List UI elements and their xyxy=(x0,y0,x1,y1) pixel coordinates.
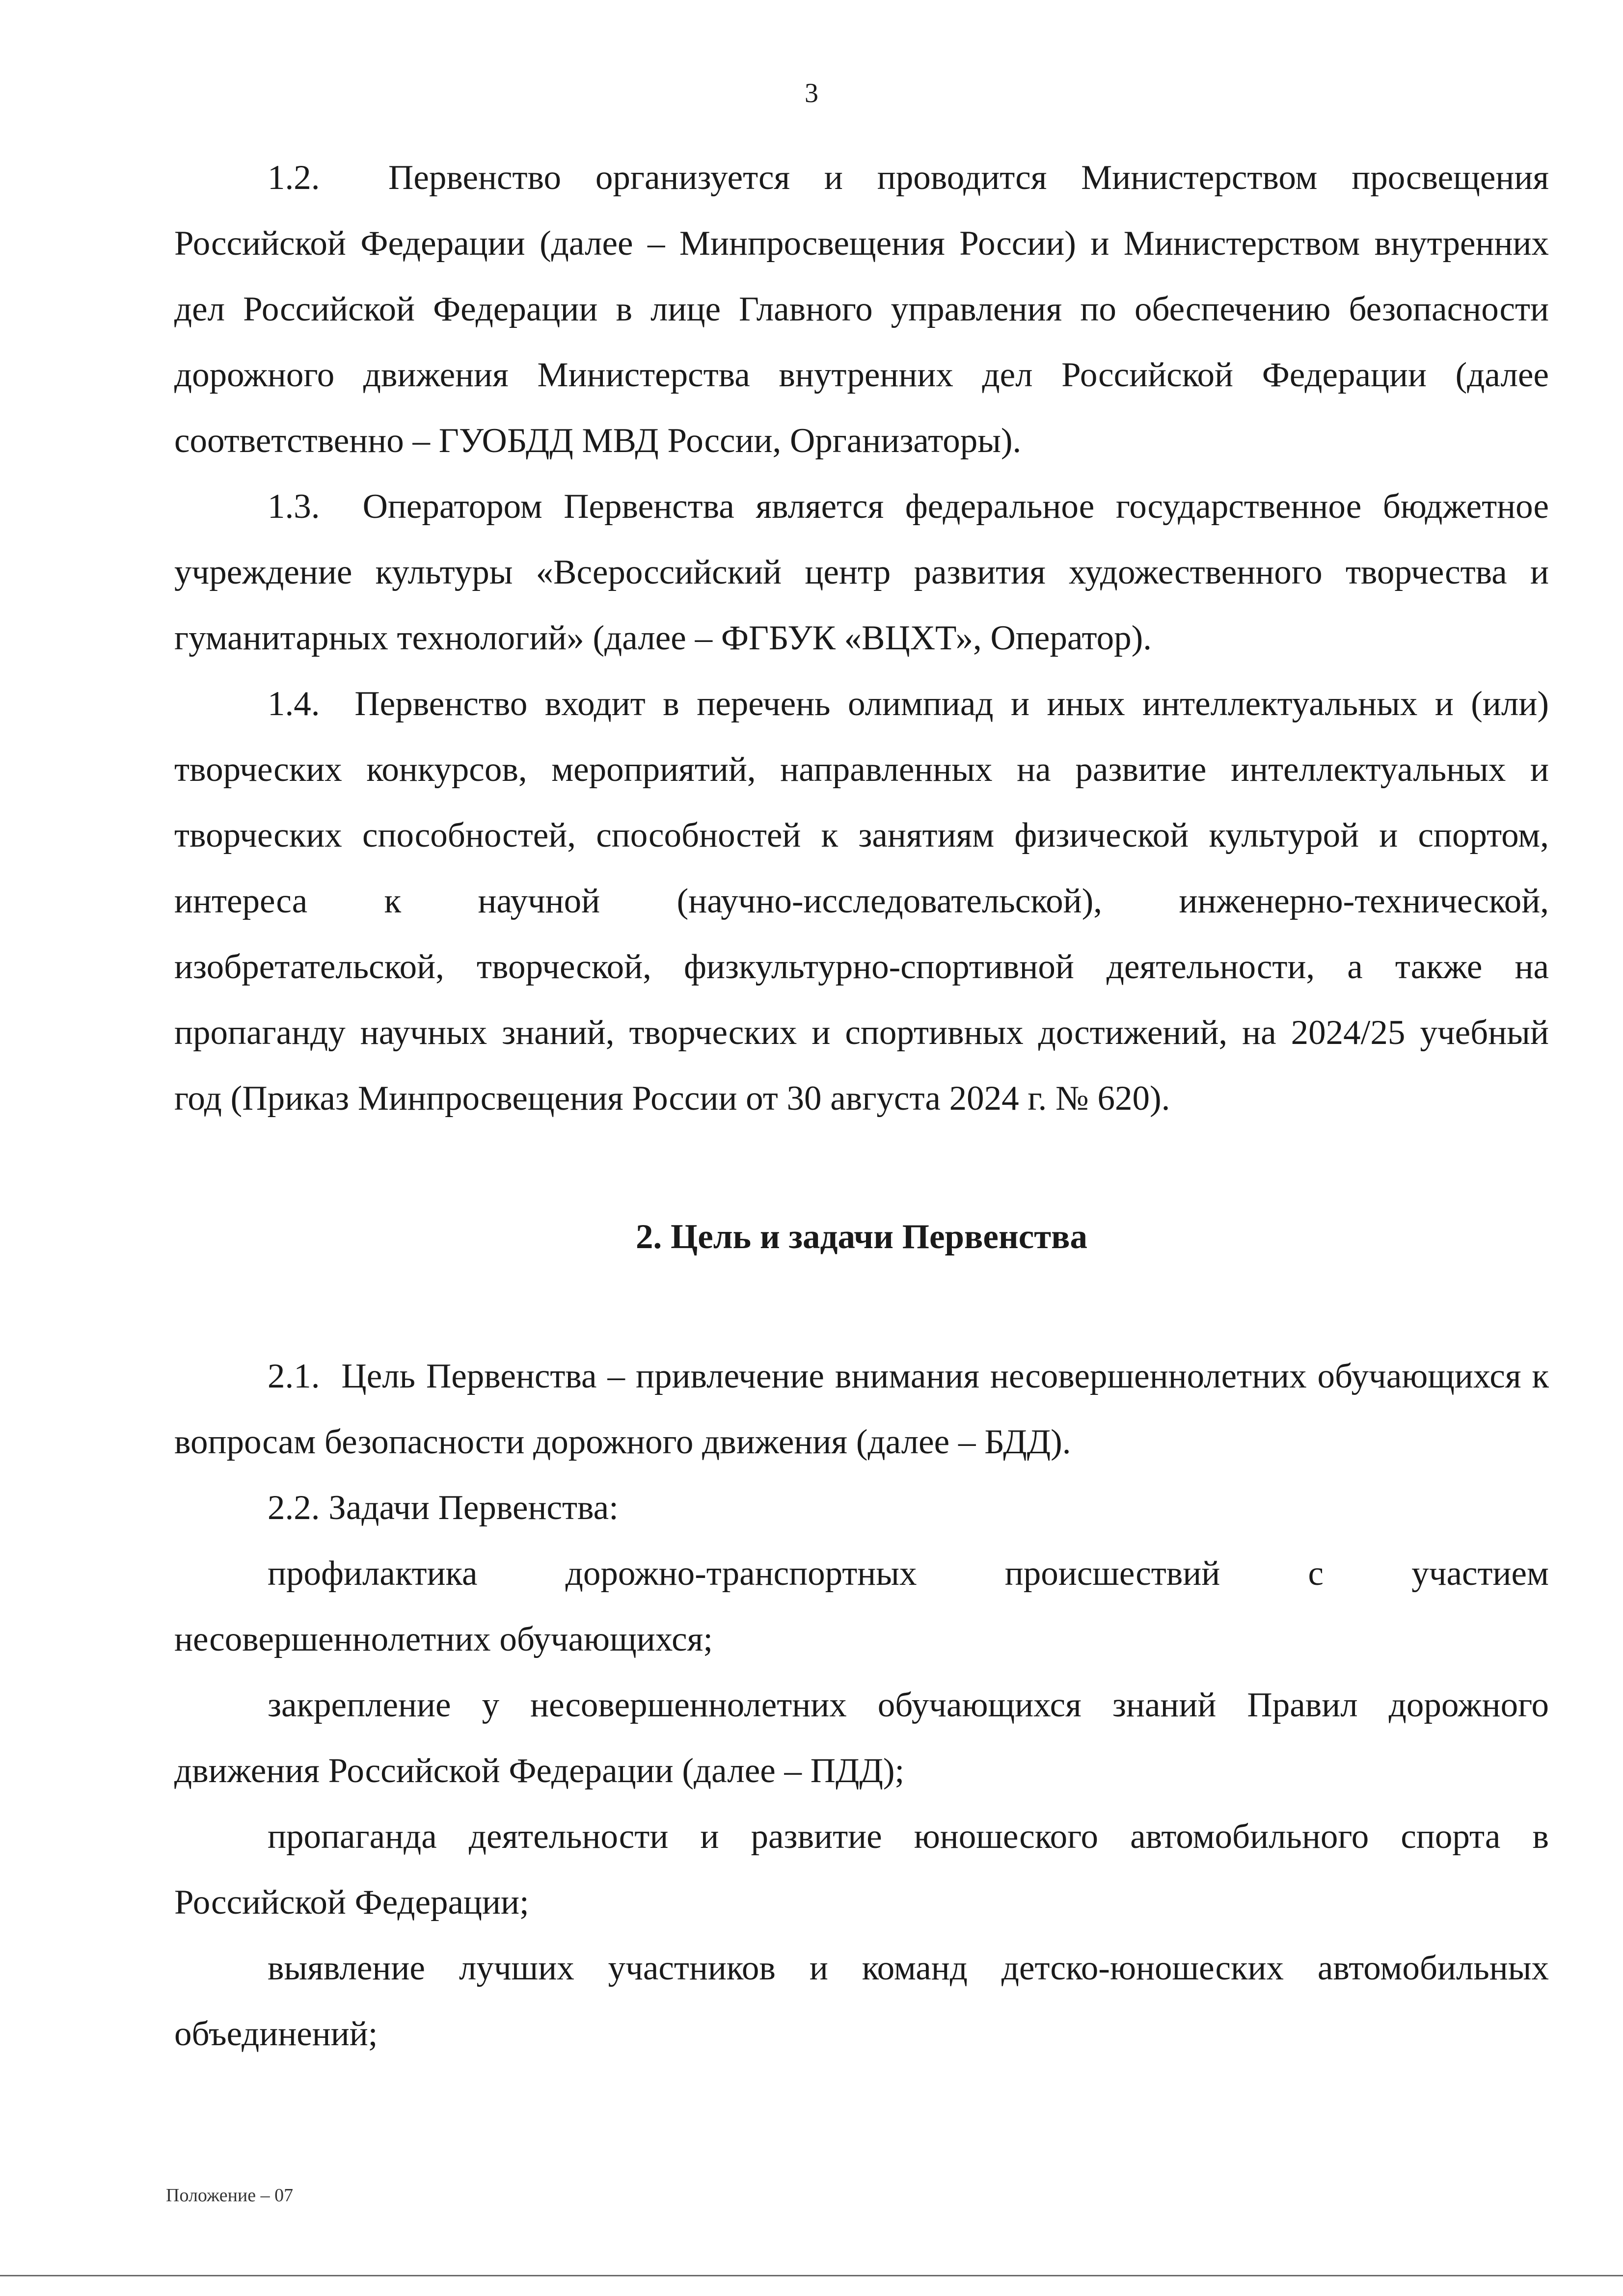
paragraph-1-4: 1.4. Первенство входит в перечень олимпиад и иных интеллектуальных и (или) творческих конкурсов, мероприятий, направленных на развитие интеллектуальных и творческих способностей, способностей к занятиям физической культурой и спортом, интереса к научной (научно-исследовательской), инженерно-технической, изобретательской, творческой, физкультурно-спортивной деятельности, а также на пропаганду научных знаний, творческих и спортивных достижений, на 2024/25 учебный год (Приказ Минпросвещения России от 30 августа 2024 г. № 620). xyxy=(174,685,1549,1118)
page-number: 3 xyxy=(805,78,818,108)
footer-document-code: Положение – 07 xyxy=(166,2185,294,2206)
task-item-1: профилактика дорожно-транспортных происшествий с участием несовершеннолетних обучающихся; xyxy=(174,1554,1549,1658)
paragraph-2-2: 2.2. Задачи Первенства: xyxy=(268,1489,619,1527)
task-item-2: закрепление у несовершеннолетних обучающихся знаний Правил дорожного движения Российской Федерации (далее – ПДД); xyxy=(174,1686,1549,1790)
paragraph-1-3: 1.3. Оператором Первенства является федеральное государственное бюджетное учреждение культуры «Всероссийский центр развития художественного творчества и гуманитарных технологий» (далее – ФГБУК «ВЦХТ», Оператор). xyxy=(174,487,1549,657)
paragraph-2-1: 2.1. Цель Первенства – привлечение внимания несовершеннолетних обучающихся к вопросам безопасности дорожного движения (далее – БДД). xyxy=(174,1357,1549,1461)
task-item-3: пропаганда деятельности и развитие юношеского автомобильного спорта в Российской Федерации; xyxy=(174,1817,1549,1922)
paragraph-1-2: 1.2. Первенство организуется и проводится Министерством просвещения Российской Федерации (далее – Минпросвещения России) и Министерством внутренних дел Российской Федерации в лице Главного управления по обеспечению безопасности дорожного движения Министерства внутренних дел Российской Федерации (далее соответственно – ГУОБДД МВД России, Организаторы). xyxy=(174,159,1549,460)
bottom-divider xyxy=(0,2275,1623,2276)
section-2-heading: 2. Цель и задачи Первенства xyxy=(635,1218,1088,1256)
task-item-4: выявление лучших участников и команд детско-юношеских автомобильных объединений; xyxy=(174,1949,1549,2053)
document-body xyxy=(174,145,1549,2067)
